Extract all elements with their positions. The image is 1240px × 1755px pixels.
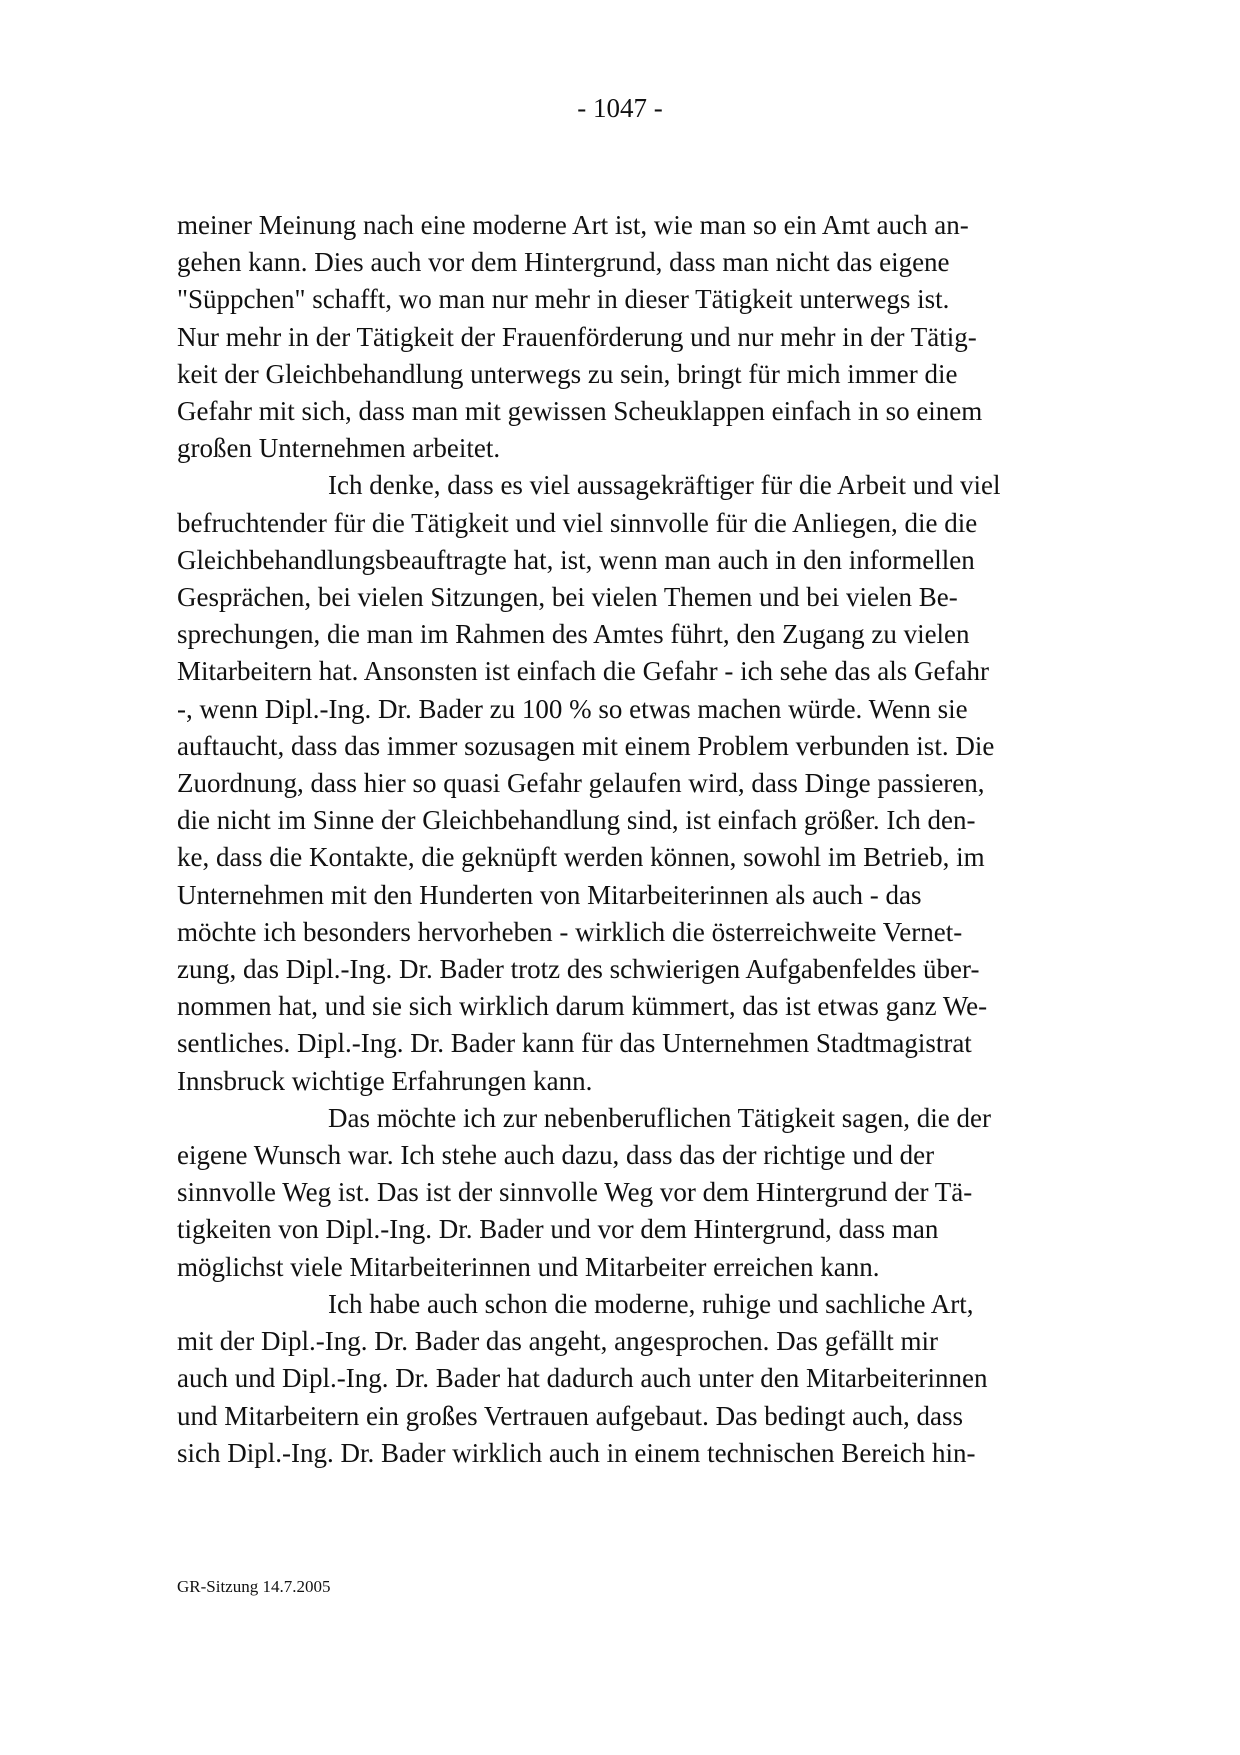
text-line: Nur mehr in der Tätigkeit der Frauenförderung und nur mehr in der Tätig-	[177, 321, 977, 352]
paragraph-start-line: Das möchte ich zur nebenberuflichen Tätigkeit sagen, die der	[328, 1102, 991, 1133]
body-text	[177, 207, 1077, 1472]
text-line: Innsbruck wichtige Erfahrungen kann.	[177, 1065, 593, 1096]
text-line: sentliches. Dipl.-Ing. Dr. Bader kann für das Unternehmen Stadtmagistrat	[177, 1028, 972, 1059]
text-line: Gleichbehandlungsbeauftragte hat, ist, wenn man auch in den informellen	[177, 544, 975, 575]
text-line: Gesprächen, bei vielen Sitzungen, bei vielen Themen und bei vielen Be-	[177, 582, 958, 613]
text-line: "Süppchen" schafft, wo man nur mehr in dieser Tätigkeit unterwegs ist.	[177, 284, 950, 315]
text-line: auftaucht, dass das immer sozusagen mit einem Problem verbunden ist. Die	[177, 730, 995, 761]
text-line: eigene Wunsch war. Ich stehe auch dazu, dass das der richtige und der	[177, 1140, 935, 1171]
text-line: -, wenn Dipl.-Ing. Dr. Bader zu 100 % so etwas machen würde. Wenn sie	[177, 693, 968, 724]
paragraph-start-line: Ich denke, dass es viel aussagekräftiger für die Arbeit und viel	[328, 470, 1001, 501]
text-line: keit der Gleichbehandlung unterwegs zu sein, bringt für mich immer die	[177, 358, 958, 389]
text-line: Mitarbeitern hat. Ansonsten ist einfach die Gefahr - ich sehe das als Gefahr	[177, 656, 989, 687]
text-line: Unternehmen mit den Hunderten von Mitarbeiterinnen als auch - das	[177, 879, 922, 910]
footer-session-date: GR-Sitzung 14.7.2005	[177, 1577, 331, 1596]
text-line: sich Dipl.-Ing. Dr. Bader wirklich auch in einem technischen Bereich hin-	[177, 1437, 976, 1468]
paragraph-start-line: Ich habe auch schon die moderne, ruhige und sachliche Art,	[328, 1288, 974, 1319]
text-line: sinnvolle Weg ist. Das ist der sinnvolle Weg vor dem Hintergrund der Tä-	[177, 1177, 973, 1208]
text-line: auch und Dipl.-Ing. Dr. Bader hat dadurch auch unter den Mitarbeiterinnen	[177, 1363, 988, 1394]
text-line: die nicht im Sinne der Gleichbehandlung sind, ist einfach größer. Ich den-	[177, 805, 976, 836]
text-line: sprechungen, die man im Rahmen des Amtes führt, den Zugang zu vielen	[177, 619, 970, 650]
text-line: tigkeiten von Dipl.-Ing. Dr. Bader und vor dem Hintergrund, dass man	[177, 1214, 939, 1245]
text-line: gehen kann. Dies auch vor dem Hintergrund, dass man nicht das eigene	[177, 247, 950, 278]
text-line: nommen hat, und sie sich wirklich darum kümmert, das ist etwas ganz We-	[177, 991, 988, 1022]
text-line: ke, dass die Kontakte, die geknüpft werden können, sowohl im Betrieb, im	[177, 842, 985, 873]
text-line: Gefahr mit sich, dass man mit gewissen Scheuklappen einfach in so einem	[177, 396, 983, 427]
text-line: meiner Meinung nach eine moderne Art ist, wie man so ein Amt auch an-	[177, 210, 969, 240]
text-line: befruchtender für die Tätigkeit und viel sinnvolle für die Anliegen, die die	[177, 507, 978, 538]
text-line: großen Unternehmen arbeitet.	[177, 433, 501, 464]
text-line: mit der Dipl.-Ing. Dr. Bader das angeht, angesprochen. Das gefällt mir	[177, 1326, 939, 1357]
text-line: möchte ich besonders hervorheben - wirklich die österreichweite Vernet-	[177, 916, 963, 947]
page-number: - 1047 -	[577, 93, 663, 123]
text-line: möglichst viele Mitarbeiterinnen und Mitarbeiter erreichen kann.	[177, 1251, 880, 1282]
text-line: und Mitarbeitern ein großes Vertrauen aufgebaut. Das bedingt auch, dass	[177, 1400, 964, 1431]
text-line: zung, das Dipl.-Ing. Dr. Bader trotz des schwierigen Aufgabenfeldes über-	[177, 954, 980, 985]
text-line: Zuordnung, dass hier so quasi Gefahr gelaufen wird, dass Dinge passieren,	[177, 768, 985, 799]
